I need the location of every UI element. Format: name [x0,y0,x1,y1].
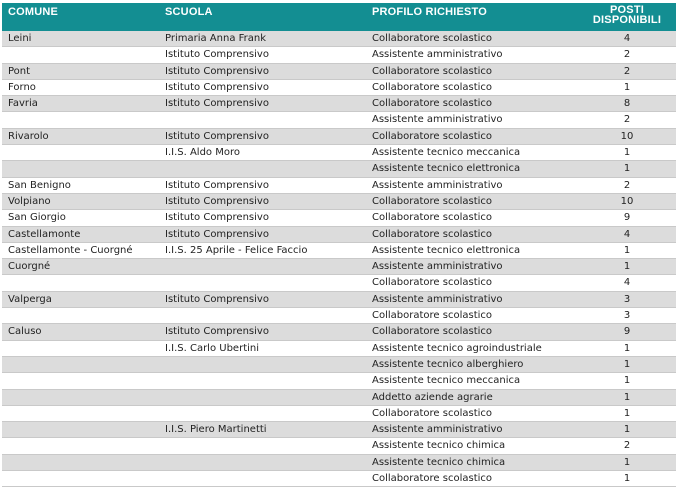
posti-table [2,3,676,487]
cell-posti: 2 [623,440,631,452]
cell-scuola: Istituto Comprensivo [165,179,269,191]
cell-posti: 1 [623,342,631,354]
table-row [2,80,676,96]
cell-comune: Favria [8,98,38,110]
cell-posti: 1 [623,147,631,159]
cell-comune: Castellamonte - Cuorgné [8,244,133,256]
cell-posti: 1 [623,391,631,403]
cell-scuola: Istituto Comprensivo [165,81,269,93]
table-row [2,259,676,275]
cell-scuola: Istituto Comprensivo [165,130,269,142]
cell-posti: 1 [623,473,631,485]
header-comune: COMUNE [8,6,59,18]
cell-profilo: Assistente tecnico elettronica [372,163,521,175]
cell-comune: Caluso [8,326,42,338]
cell-posti: 2 [623,65,631,77]
cell-scuola: I.I.S. Piero Martinetti [165,424,267,436]
cell-comune: Forno [8,81,36,93]
cell-posti: 1 [623,424,631,436]
cell-profilo: Assistente tecnico meccanica [372,147,521,159]
table-row [2,31,676,47]
cell-posti: 9 [623,212,631,224]
cell-profilo: Collaboratore scolastico [372,195,493,207]
table-row [2,161,676,177]
table-row [2,422,676,438]
table-row [2,292,676,308]
cell-profilo: Assistente tecnico chimica [372,456,506,468]
cell-profilo: Collaboratore scolastico [372,473,493,485]
table-row [2,471,676,487]
table-row [2,194,676,210]
cell-profilo: Collaboratore scolastico [372,407,493,419]
table-body [2,31,676,487]
table-row [2,324,676,340]
cell-scuola: I.I.S. Aldo Moro [165,147,240,159]
cell-posti: 8 [623,98,631,110]
cell-comune: Leini [8,33,32,44]
cell-scuola: Istituto Comprensivo [165,228,269,240]
table-row [2,112,676,128]
cell-posti: 9 [623,326,631,338]
cell-posti: 10 [620,130,634,142]
table-row [2,373,676,389]
table-header [2,3,676,31]
table-row [2,455,676,471]
cell-profilo: Collaboratore scolastico [372,81,493,93]
cell-scuola: Istituto Comprensivo [165,65,269,77]
cell-posti: 1 [623,375,631,387]
cell-scuola: Istituto Comprensivo [165,212,269,224]
cell-profilo: Collaboratore scolastico [372,98,493,110]
cell-comune: Castellamonte [8,228,81,240]
header-posti-line1: POSTI [609,4,644,16]
cell-scuola: Primaria Anna Frank [165,33,267,44]
cell-posti: 4 [623,277,631,289]
header-posti-line2: DISPONIBILI [592,14,662,26]
cell-posti: 1 [623,358,631,370]
cell-posti: 1 [623,163,631,175]
cell-profilo: Assistente tecnico meccanica [372,375,521,387]
cell-comune: Volpiano [8,195,51,207]
cell-profilo: Assistente tecnico agroindustriale [372,342,542,354]
cell-posti: 1 [623,407,631,419]
cell-profilo: Collaboratore scolastico [372,310,493,322]
cell-posti: 4 [623,33,631,44]
cell-profilo: Assistente amministrativo [372,424,503,436]
table-row [2,178,676,194]
cell-comune: Pont [8,65,31,77]
cell-posti: 4 [623,228,631,240]
cell-profilo: Collaboratore scolastico [372,130,493,142]
table-row [2,210,676,226]
cell-posti: 2 [623,179,631,191]
cell-profilo: Assistente amministrativo [372,114,503,126]
cell-profilo: Collaboratore scolastico [372,65,493,77]
cell-scuola: Istituto Comprensivo [165,98,269,110]
cell-posti: 1 [623,261,631,273]
cell-scuola: Istituto Comprensivo [165,49,269,61]
table-row [2,390,676,406]
header-profilo: PROFILO RICHIESTO [372,6,488,18]
cell-profilo: Collaboratore scolastico [372,228,493,240]
cell-profilo: Collaboratore scolastico [372,326,493,338]
cell-comune: Valperga [8,293,52,305]
cell-profilo: Collaboratore scolastico [372,277,493,289]
cell-posti: 10 [620,195,634,207]
cell-posti: 3 [623,293,631,305]
table-row [2,96,676,112]
table-row [2,357,676,373]
cell-scuola: Istituto Comprensivo [165,326,269,338]
cell-comune: Rivarolo [8,130,49,142]
cell-comune: San Giorgio [8,212,66,224]
cell-profilo: Assistente amministrativo [372,293,503,305]
table-row [2,438,676,454]
table-row [2,275,676,291]
cell-profilo: Collaboratore scolastico [372,33,493,44]
cell-scuola: Istituto Comprensivo [165,195,269,207]
table-row [2,227,676,243]
table-row [2,64,676,80]
table-row [2,145,676,161]
cell-comune: Cuorgné [8,261,51,273]
cell-posti: 1 [623,81,631,93]
table-row [2,47,676,63]
cell-profilo: Assistente tecnico alberghiero [372,358,524,370]
cell-comune: San Benigno [8,179,71,191]
cell-posti: 1 [623,244,631,256]
cell-posti: 2 [623,49,631,61]
header-scuola: SCUOLA [165,6,213,18]
table-row [2,129,676,145]
cell-posti: 1 [623,456,631,468]
cell-scuola: I.I.S. 25 Aprile - Felice Faccio [165,244,308,256]
cell-scuola: Istituto Comprensivo [165,293,269,305]
cell-posti: 3 [623,310,631,322]
cell-posti: 2 [623,114,631,126]
cell-profilo: Assistente tecnico elettronica [372,244,521,256]
table-row [2,406,676,422]
cell-profilo: Assistente amministrativo [372,261,503,273]
table-row [2,308,676,324]
table-row [2,243,676,259]
cell-profilo: Assistente tecnico chimica [372,440,506,452]
cell-profilo: Addetto aziende agrarie [372,391,493,403]
cell-profilo: Assistente amministrativo [372,179,503,191]
cell-profilo: Collaboratore scolastico [372,212,493,224]
table-row [2,341,676,357]
cell-scuola: I.I.S. Carlo Ubertini [165,342,260,354]
header-posti [577,5,677,25]
cell-profilo: Assistente amministrativo [372,49,503,61]
